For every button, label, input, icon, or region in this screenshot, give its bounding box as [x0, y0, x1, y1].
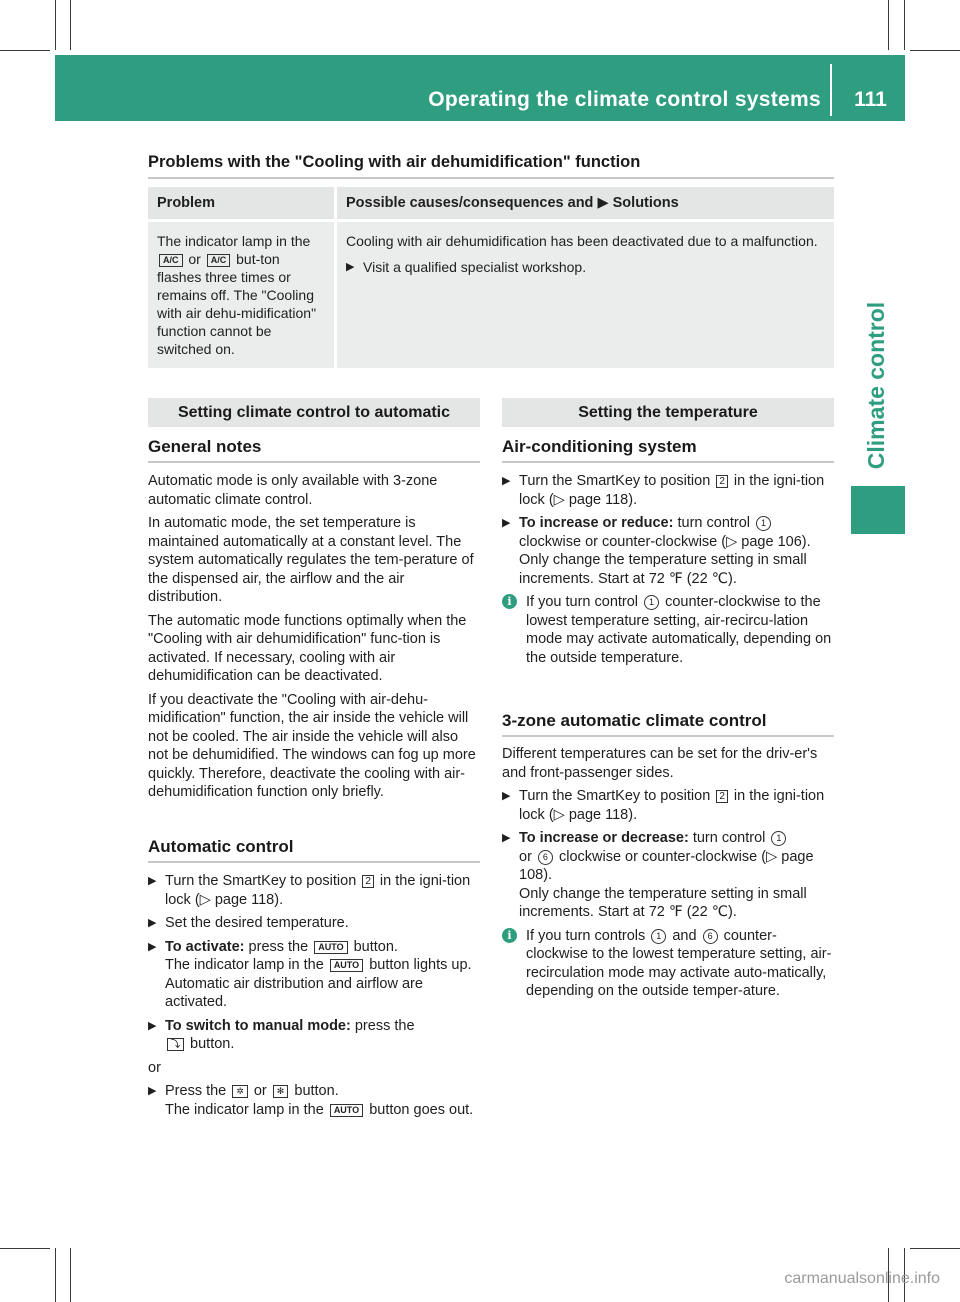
table-header-row [148, 187, 834, 219]
arrow-icon: ▶ [148, 875, 157, 887]
step: ▶ Set the desired temperature. [148, 915, 349, 931]
crop-mark [55, 0, 56, 50]
control-6-icon: 6 [703, 929, 718, 944]
side-tab-label: Climate control [863, 301, 890, 469]
air-distribution-button-icon: ⤵ [167, 1038, 184, 1051]
general-notes-heading: General notes [148, 437, 262, 456]
page-ref-arrow-icon: ▷ [553, 491, 565, 508]
section-rule [502, 461, 834, 463]
section-bar-automatic: Setting climate control to automatic [148, 398, 480, 427]
crop-mark [888, 0, 889, 50]
three-zone-heading: 3-zone automatic climate control [502, 711, 767, 730]
general-notes-body: Automatic mode is only available with 3-zone automatic climate control. In automatic mode, the set temperature is maintained automatically at a constant level. The system automatically regulates the tem-perature of the dispensed air, the airflow and the air distribution. The automatic mode functions optimally when the "Cooling with air dehumidification" func-tion is activated. If necessary, cooling with air dehumidification can be deactivated. If you deactivate the "Cooling with air-dehu-midification" function, the air inside the vehicle will not be cooled. The air inside the vehicle will also not be dehumidified. The windows can fog up more quickly. Therefore, deactivate the cooling with air-dehumidification function only briefly. [148, 473, 476, 800]
arrow-icon: ▶ [502, 790, 511, 802]
side-tab-marker [851, 486, 905, 534]
arrow-icon: ▶ [502, 517, 511, 529]
automatic-control-body: ▶ Turn the SmartKey to position 2 in the igni-tion lock (▷ page 118). ▶ Set the desired temperature. ▶ To activate: press the AUTO button. The indicator lamp in the AUTO button lights up. Automatic air distribution and airflow are activated. ▶ To switch to manual mode: press the ⤵ button. or ▶ Press the ✲ or ✻ button. The indicator lamp in the AUTO button goes out. [148, 872, 482, 1124]
control-1-icon: 1 [651, 929, 666, 944]
section-rule [148, 461, 480, 463]
watermark: carmanualsonline.info [784, 1270, 940, 1287]
page-number: 111 [854, 88, 887, 111]
step: ▶ To increase or decrease: turn control 1 or 6 clockwise or counter-clockwise (▷ page 108). Only change the temperature setting in small increments. Start at 72 ℉ (22 ℃). [502, 830, 814, 920]
arrow-icon: ▶ [502, 475, 511, 487]
info-note: i If you turn controls 1 and 6 counter-clockwise to the lowest temperature setting, air-recirculation mode may activate auto-matically, depending on the outside temper-ature. [502, 927, 836, 1001]
section-rule [148, 177, 834, 179]
info-icon: i [502, 928, 517, 943]
arrow-icon: ▶ [597, 195, 609, 211]
problems-table [148, 187, 834, 368]
section-rule [502, 735, 834, 737]
key-position-2-icon: 2 [362, 875, 374, 888]
control-6-icon: 6 [538, 850, 553, 865]
info-icon: i [502, 594, 517, 609]
three-zone-body: Different temperatures can be set for the driv-er's and front-passenger sides. ▶ Turn the SmartKey to position 2 in the igni-tion lock (▷ page 118). ▶ To increase or decrease: turn control 1 or 6 clockwise or counter-clockwise (▷ page 108). Only change the temperature setting in small increments. Start at 72 ℉ (22 ℃). i If you turn controls 1 and 6 counter-clockwise to the lowest temperature setting, air-recirculation mode may activate auto-matically, depending on the outside temper-ature. [502, 745, 836, 1006]
auto-button-icon: AUTO [330, 1104, 363, 1117]
control-1-icon: 1 [756, 516, 771, 531]
auto-button-icon: AUTO [314, 941, 347, 954]
crop-mark [55, 1248, 56, 1302]
crop-mark [910, 1248, 960, 1249]
ac-button-icon: A/C [159, 254, 183, 267]
page-ref-arrow-icon: ▷ [199, 891, 211, 908]
key-position-2-icon: 2 [716, 790, 728, 803]
page-ref-arrow-icon: ▷ [553, 806, 565, 823]
arrow-icon: ▶ [502, 832, 511, 844]
col-solutions-header: Possible causes/consequences and ▶ Solutions [337, 187, 834, 219]
step: ▶ Turn the SmartKey to position 2 in the igni-tion lock (▷ page 118). [502, 788, 825, 823]
crop-mark [70, 0, 71, 50]
step: ▶ To increase or reduce: turn control 1 clockwise or counter-clockwise (▷ page 106). Only change the temperature setting in small increments. Start at 72 ℉ (22 ℃). [502, 515, 811, 587]
fan-decrease-button-icon: ✲ [232, 1085, 248, 1098]
key-position-2-icon: 2 [716, 475, 728, 488]
solution-step: ▶ Visit a qualified specialist workshop. [346, 259, 587, 275]
ac-system-heading: Air-conditioning system [502, 437, 697, 456]
step: ▶ To switch to manual mode: press the ⤵ button. [148, 1017, 415, 1052]
step: ▶ Turn the SmartKey to position 2 in the igni-tion lock (▷ page 118). [502, 473, 825, 508]
crop-mark [0, 1248, 50, 1249]
problems-heading: Problems with the "Cooling with air dehumidification" function [148, 153, 641, 171]
ac-rest-button-icon: A/C [207, 254, 231, 267]
arrow-icon: ▶ [148, 1019, 157, 1032]
crop-mark [904, 0, 905, 50]
auto-button-icon: AUTO [330, 959, 363, 972]
control-1-icon: 1 [644, 595, 659, 610]
page-ref-arrow-icon: ▷ [766, 848, 778, 865]
arrow-icon: ▶ [148, 1085, 157, 1097]
problem-cell: The indicator lamp in the A/C or A/C but-ton flashes three times or remains off. The "Cooling with air dehu-midification" function cannot be switched on. [148, 222, 334, 368]
cause-text: Cooling with air dehumidification has been deactivated due to a malfunction. [346, 233, 818, 249]
header-divider [830, 64, 832, 116]
info-note: i If you turn control 1 counter-clockwise to the lowest temperature setting, air-recircu-lation mode may activate automatically, depending on the outside temperature. [502, 593, 836, 667]
crop-mark [70, 1248, 71, 1302]
control-1-icon: 1 [771, 831, 786, 846]
ac-system-body [502, 472, 836, 672]
automatic-control-heading: Automatic control [148, 837, 294, 856]
table-row [148, 222, 834, 368]
col-problem-header: Problem [148, 187, 334, 219]
crop-mark [910, 50, 960, 51]
step: ▶ To activate: press the AUTO button. The indicator lamp in the AUTO button lights up. Automatic air distribution and airflow are activated. [148, 938, 472, 1010]
page-ref-arrow-icon: ▷ [726, 533, 738, 550]
crop-mark [0, 50, 50, 51]
solution-cell [337, 222, 834, 368]
fan-increase-button-icon: ✻ [273, 1085, 289, 1098]
section-bar-temperature: Setting the temperature [502, 398, 834, 427]
arrow-icon: ▶ [346, 261, 355, 273]
step: ▶ Turn the SmartKey to position 2 in the igni-tion lock (▷ page 118). [148, 873, 471, 908]
arrow-icon: ▶ [148, 917, 157, 929]
page-title: Operating the climate control systems [428, 88, 821, 111]
section-rule [148, 861, 480, 863]
side-tab [848, 300, 906, 470]
step: ▶ Press the ✲ or ✻ button. The indicator lamp in the AUTO button goes out. [148, 1083, 474, 1118]
arrow-icon: ▶ [148, 940, 157, 953]
